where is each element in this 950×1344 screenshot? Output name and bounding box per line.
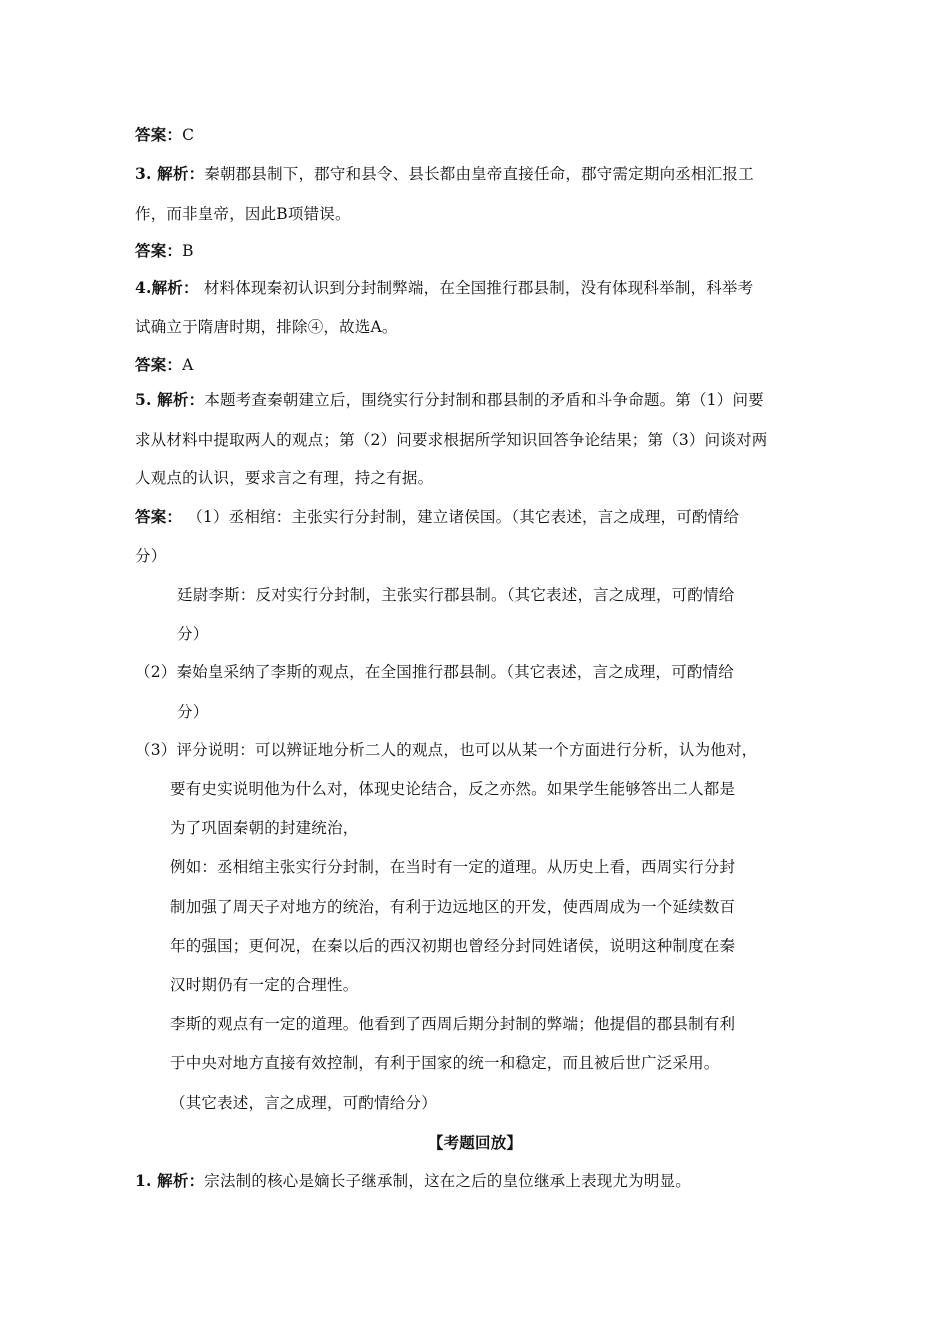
analysis-4-line-2 <box>135 317 398 337</box>
analysis-text: 宗法制的核心是嫡长子继承制，这在之后的皇位继承上表现尤为明显。 <box>204 1172 691 1190</box>
answer-5-line-15 <box>170 1053 720 1073</box>
answer-text: 要有史实说明他为什么对，体现史论结合，反之亦然。如果学生能够答出二人都是 <box>170 780 736 798</box>
answer-label: 答案： <box>135 507 183 526</box>
answer-value: B <box>182 242 194 260</box>
analysis-4-line-1 <box>135 278 753 298</box>
analysis-label: 5. 解析： <box>135 390 205 409</box>
answer-5-line-4 <box>177 624 208 644</box>
analysis-5-line-3 <box>135 468 433 488</box>
analysis-text: 试确立于隋唐时期，排除④，故选A。 <box>135 318 398 336</box>
answer-5-line-2 <box>135 546 166 566</box>
answer-5-line-11 <box>170 897 735 917</box>
section-heading <box>0 1133 950 1153</box>
answer-text: （其它表述，言之成理，可酌情给分） <box>170 1094 437 1112</box>
answer-label: 答案： <box>135 125 183 144</box>
analysis-3-line-2 <box>135 204 351 224</box>
answer-5-line-8 <box>170 779 735 799</box>
answer-5-line-5 <box>135 662 734 682</box>
analysis-text: 材料体现秦初认识到分封制弊端，在全国推行郡县制，没有体现科举制，科举考 <box>198 279 754 297</box>
analysis-text: 本题考查秦朝建立后，围绕实行分封制和郡县制的矛盾和斗争命题。第（1）问要 <box>204 391 764 409</box>
answer-value: A <box>182 356 194 374</box>
review-1-line-1 <box>135 1171 691 1191</box>
answer-text: 廷尉李斯：反对实行分封制，主张实行郡县制。（其它表述，言之成理，可酌情给 <box>177 586 735 604</box>
answer-text: 例如：丞相绾主张实行分封制，在当时有一定的道理。从历史上看，西周实行分封 <box>170 858 736 876</box>
answer-line-2 <box>135 125 194 145</box>
analysis-label: 4.解析： <box>135 278 199 297</box>
analysis-text: 秦朝郡县制下，郡守和县令、县长都由皇帝直接任命，郡守需定期向丞相汇报工 <box>204 165 754 183</box>
answer-text: 李斯的观点有一定的道理。他看到了西周后期分封制的弊端；他提倡的郡县制有利 <box>170 1015 736 1033</box>
answer-text: （2）秦始皇采纳了李斯的观点，在全国推行郡县制。（其它表述，言之成理，可酌情给 <box>135 663 734 681</box>
answer-text: 制加强了周天子对地方的统治，有利于边远地区的开发，使西周成为一个延续数百 <box>170 898 736 916</box>
analysis-text: 人观点的认识，要求言之有理，持之有据。 <box>135 469 434 487</box>
answer-5-line-3 <box>177 585 734 605</box>
answer-label: 答案： <box>135 241 183 260</box>
answer-5-line-16 <box>170 1093 437 1113</box>
answer-text: 分） <box>135 547 167 565</box>
answer-label: 答案： <box>135 355 183 374</box>
answer-5-line-12 <box>170 936 735 956</box>
analysis-label: 3. 解析： <box>135 164 205 183</box>
answer-5-line-10 <box>170 857 735 877</box>
answer-text: 年的强国；更何况，在秦以后的西汉初期也曾经分封同姓诸侯，说明这种制度在秦 <box>170 937 736 955</box>
analysis-text: 求从材料中提取两人的观点；第（2）问要求根据所学知识回答争论结果；第（3）问谈对两 <box>135 431 768 449</box>
answer-text: 汉时期仍有一定的合理性。 <box>170 976 359 994</box>
analysis-text: 作，而非皇帝，因此B项错误。 <box>135 205 351 223</box>
answer-5-line-7 <box>135 740 757 760</box>
answer-text: 分） <box>177 625 209 643</box>
section-heading-text: 【考题回放】 <box>427 1133 523 1152</box>
answer-5-line-6 <box>177 702 208 722</box>
analysis-5-line-1 <box>135 390 764 410</box>
analysis-3-line-1 <box>135 164 754 184</box>
answer-5-line-13 <box>170 975 358 995</box>
answer-5-line-9 <box>170 818 358 838</box>
answer-line-4 <box>135 355 194 375</box>
answer-text: 分） <box>177 703 209 721</box>
answer-text: （1）丞相绾：主张实行分封制，建立诸侯国。（其它表述，言之成理，可酌情给 <box>182 508 740 526</box>
answer-line-3 <box>135 241 194 261</box>
answer-value: C <box>182 126 195 144</box>
answer-text: （3）评分说明：可以辨证地分析二人的观点，也可以从某一个方面进行分析，认为他对， <box>135 741 758 759</box>
answer-text: 为了巩固秦朝的封建统治， <box>170 819 359 837</box>
answer-5-line-14 <box>170 1014 735 1034</box>
answer-text: 于中央对地方直接有效控制，有利于国家的统一和稳定，而且被后世广泛采用。 <box>170 1054 720 1072</box>
analysis-label: 1. 解析： <box>135 1171 205 1190</box>
answer-5-line-1 <box>135 507 739 527</box>
analysis-5-line-2 <box>135 430 767 450</box>
